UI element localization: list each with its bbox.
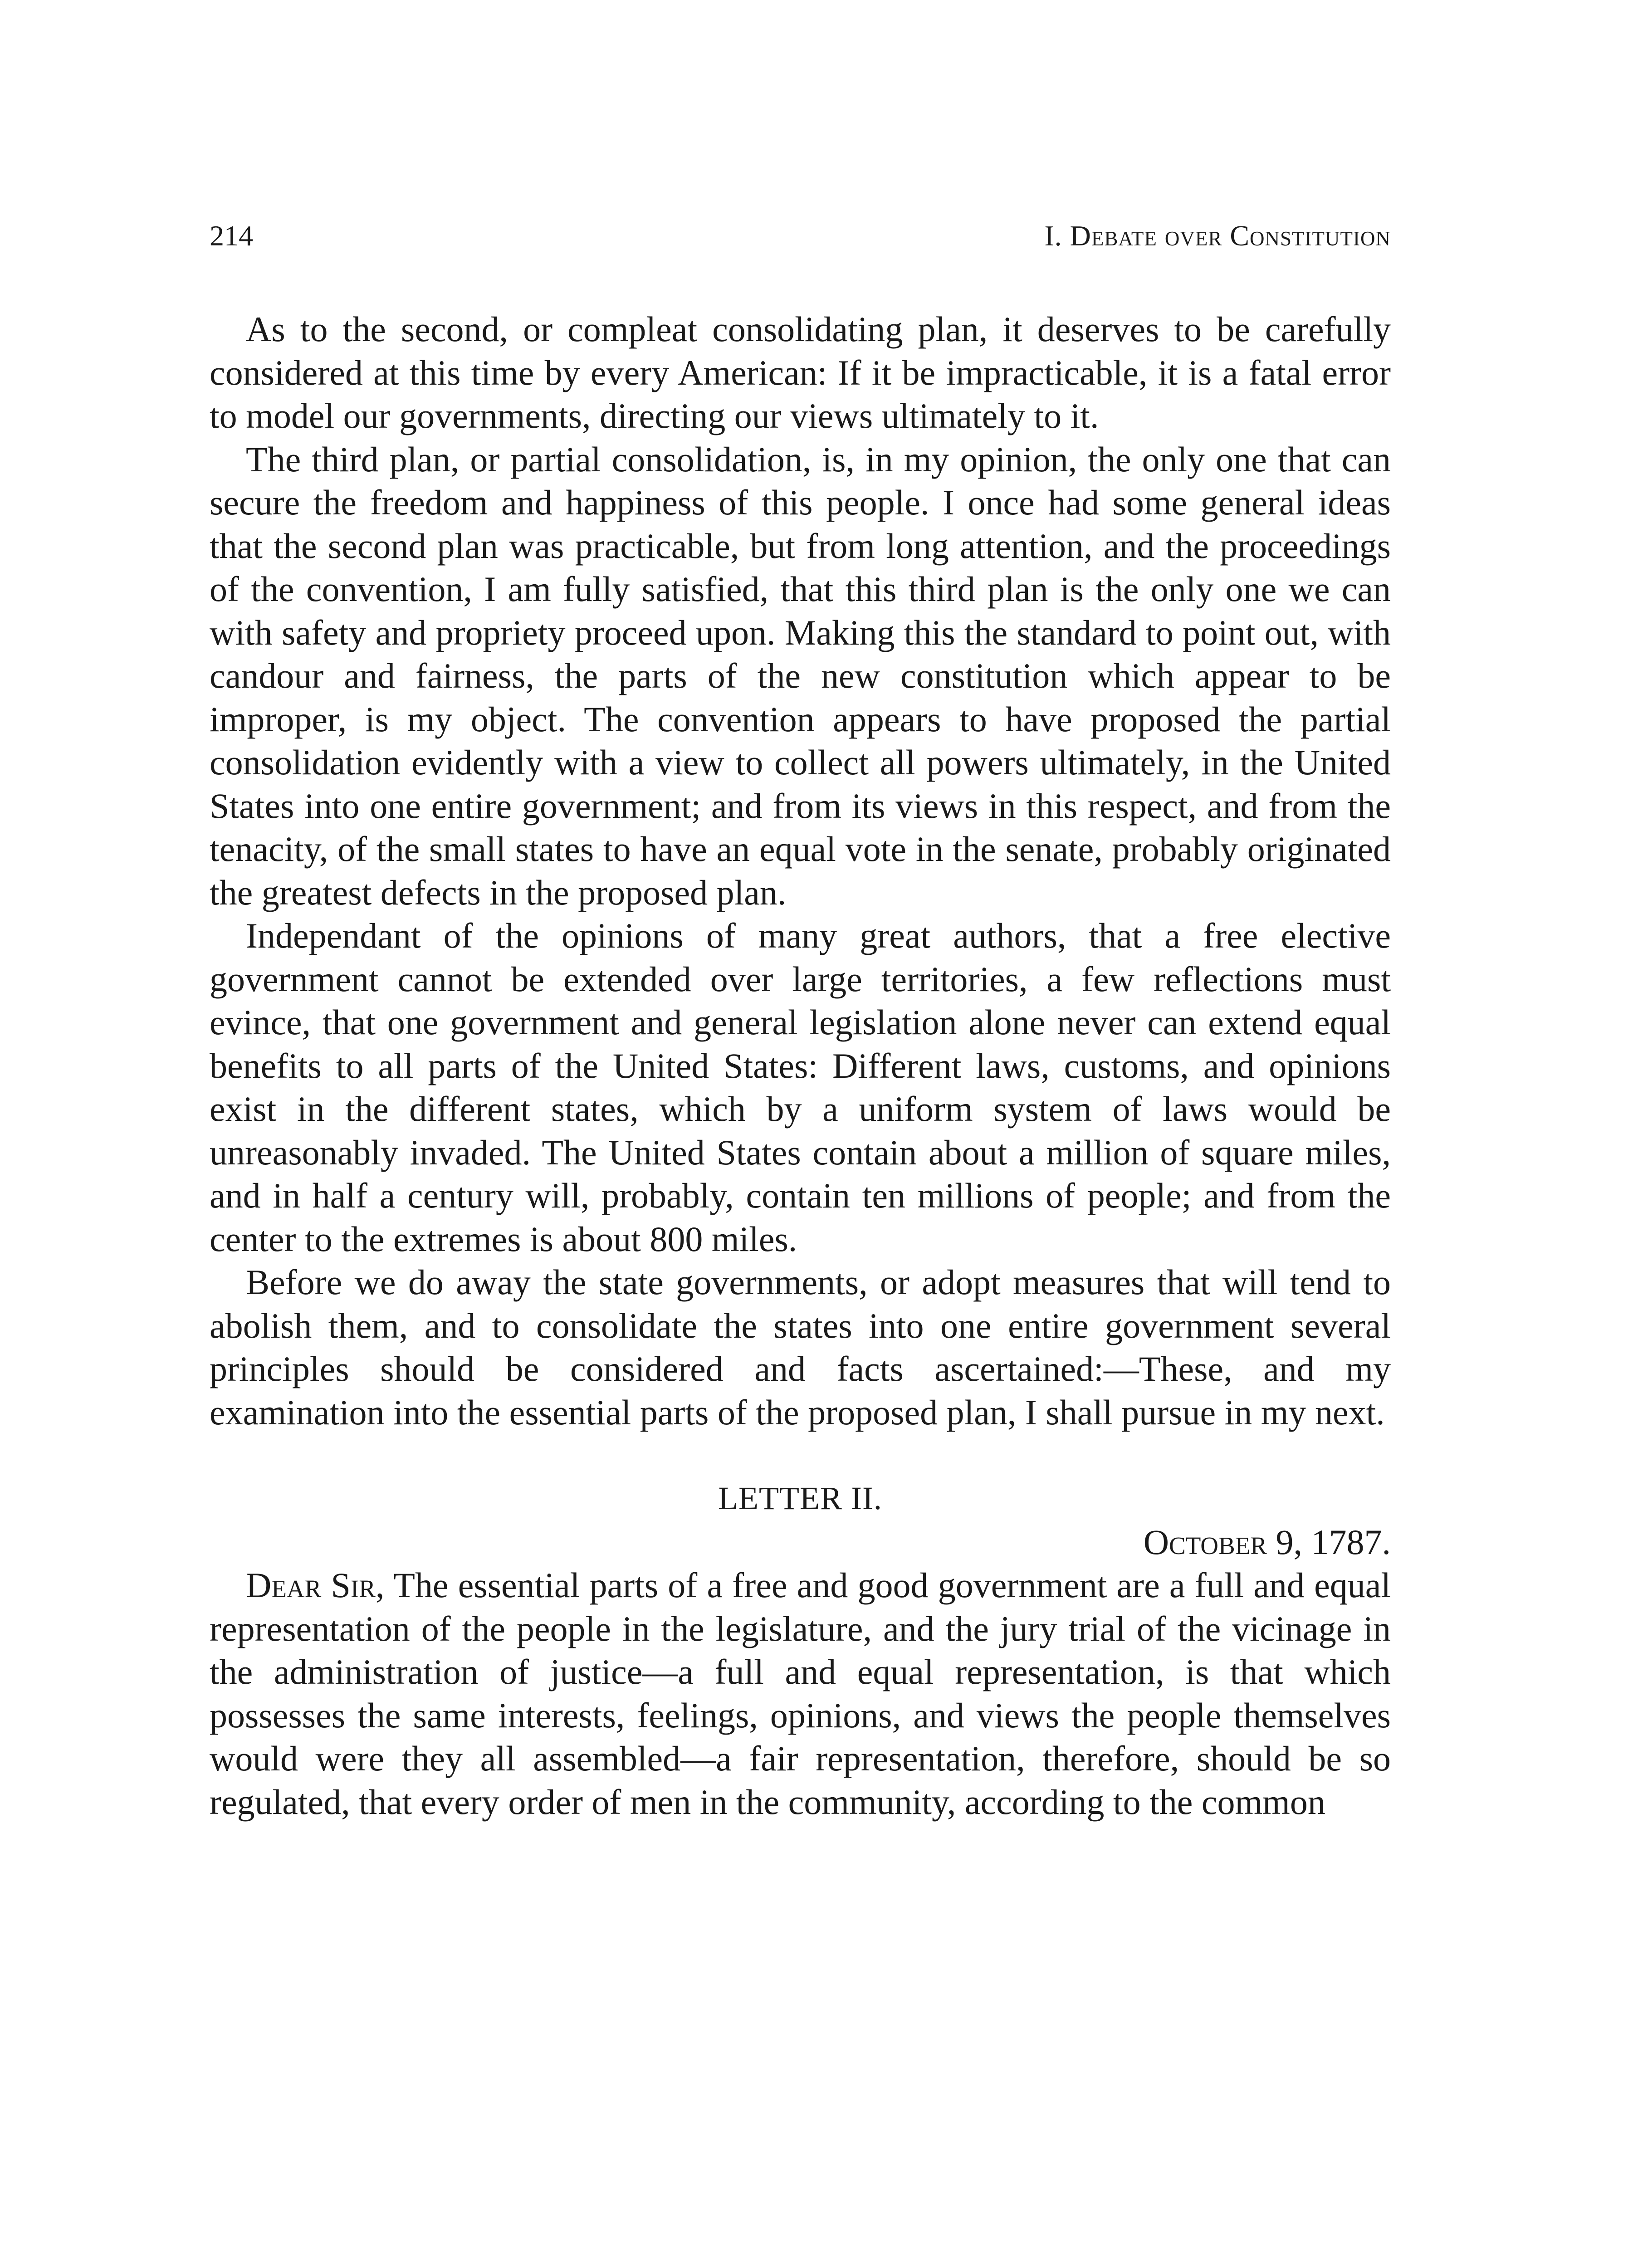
- letter-date-month: October: [1143, 1522, 1267, 1562]
- letter-opening-text: The essential parts of a free and good government are a full and equal representation of the people in the legislature, and the jury trial of the vicinage in the administration of justice—a full and equal representation, is that which possesses the same interests, feelings, opinions, and views the people themselves would were they all assembled—a fair representation, therefore, should be so regulated, that every order of men in the community, according to the common: [210, 1565, 1391, 1822]
- paragraph-letter-opening: [210, 1564, 1391, 1823]
- salutation: Dear Sir,: [246, 1565, 385, 1605]
- letter-heading: LETTER II.: [718, 1480, 882, 1516]
- letter-date-rest: 9, 1787.: [1267, 1522, 1391, 1562]
- paragraph-second-plan: As to the second, or compleat consolidating plan, it deserves to be carefully considered at this time by every American: If it be impracticable, it is a fatal error to model our governments, directing our views ultimately to it.: [210, 309, 1391, 435]
- paragraph-independant: Independant of the opinions of many great authors, that a free elective government cannot be extended over large territories, a few reflections must evince, that one government and general legislation alone never can extend equal benefits to all parts of the United States: Different laws, customs, and opinions exist in the different states, which by a uniform system of laws would be unreasonably invaded. The United States contain about a million of square miles, and in half a century will, probably, contain ten millions of people; and from the center to the extremes is about 800 miles.: [210, 916, 1391, 1259]
- letter-date: [210, 1520, 1391, 1564]
- document-page: [210, 213, 1391, 1823]
- running-header: [210, 213, 1391, 259]
- paragraph-third-plan: The third plan, or partial consolidation, is, in my opinion, the only one that can secure the freedom and happiness of this people. I once had some general ideas that the second plan was practicable, but from long attention, and the proceedings of the convention, I am fully satisfied, that this third plan is the only one we can with safety and propriety proceed upon. Making this the standard to point out, with candour and fairness, the parts of the new constitution which appear to be improper, is my object. The convention appears to have proposed the partial consolidation evidently with a view to collect all powers ultimately, in the United States into one entire government; and from its views in this respect, and from the tenacity, of the small states to have an equal vote in the senate, probably originated the greatest defects in the proposed plan.: [210, 439, 1391, 912]
- body-text: [210, 308, 1391, 1823]
- running-title: I. Debate over Constitution: [1044, 220, 1391, 252]
- page-number: 214: [210, 220, 253, 252]
- paragraph-before-we: Before we do away the state governments, or adopt measures that will tend to abolish them, and to consolidate the states into one entire government several principles should be considered and facts ascertained:—These, and my examination into the essential parts of the proposed plan, I shall pursue in my next.: [210, 1262, 1391, 1432]
